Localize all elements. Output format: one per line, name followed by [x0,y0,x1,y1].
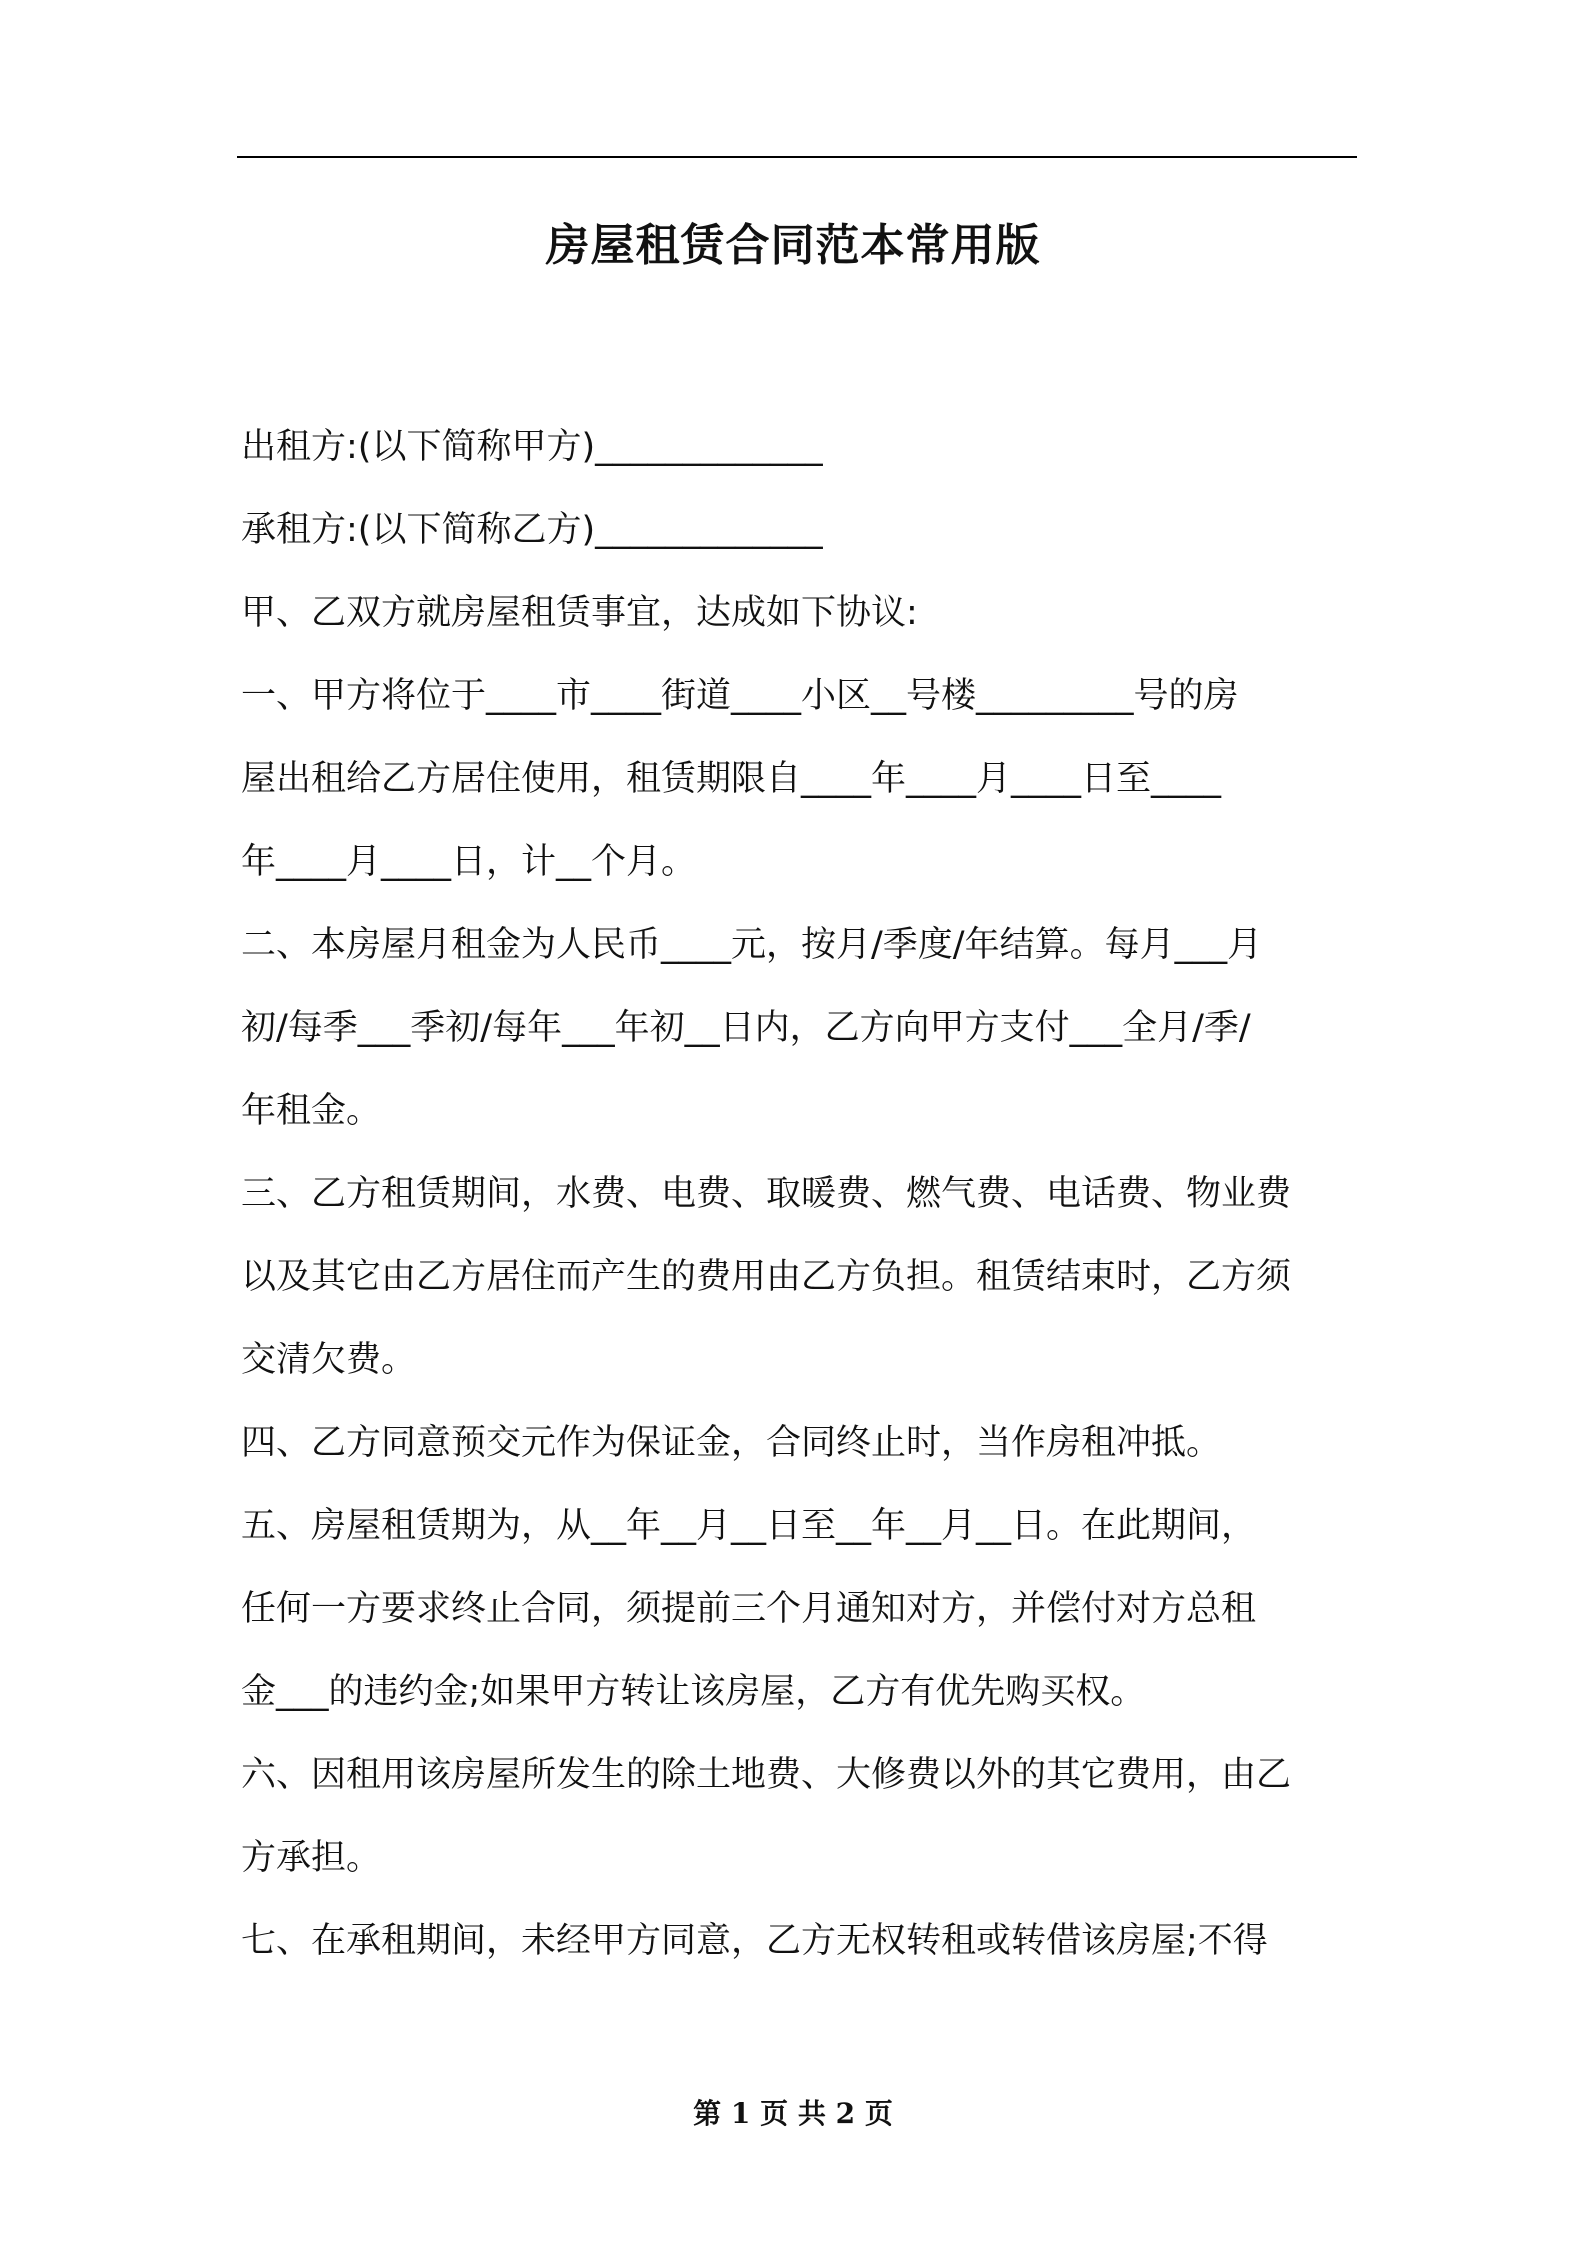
clause-2-line-1: 二、本房屋月租金为人民币____元，按月/季度/年结算。每月___月 [241,925,1263,965]
agreement-intro: 甲、乙双方就房屋租赁事宜，达成如下协议: [241,593,918,633]
clause-2-line-2: 初/每季___季初/每年___年初__日内，乙方向甲方支付___全月/季/ [241,1008,1251,1048]
clause-3-line-3: 交清欠费。 [241,1340,417,1380]
clause-1-line-1: 一、甲方将位于____市____街道____小区__号楼_________号的房 [241,676,1239,716]
clause-6-line-2: 方承担。 [241,1838,382,1878]
lessee-line: 承租方:(以下简称乙方)_____________ [241,510,823,550]
clause-3-line-2: 以及其它由乙方居住而产生的费用由乙方负担。租赁结束时，乙方须 [241,1257,1292,1297]
clause-7-line-1: 七、在承租期间，未经甲方同意，乙方无权转租或转借该房屋;不得 [241,1921,1268,1961]
clause-5-line-3: 金___的违约金;如果甲方转让该房屋，乙方有优先购买权。 [241,1672,1146,1712]
page-number-footer: 第 1 页 共 2 页 [693,2097,893,2130]
document-body [241,406,1357,1983]
clause-3-line-1: 三、乙方租赁期间，水费、电费、取暖费、燃气费、电话费、物业费 [241,1174,1292,1214]
clause-4-line-1: 四、乙方同意预交元作为保证金，合同终止时，当作房租冲抵。 [241,1423,1222,1463]
header-divider [237,156,1357,158]
clause-5-line-1: 五、房屋租赁期为，从__年__月__日至__年__月__日。在此期间， [241,1506,1257,1546]
clause-6-line-1: 六、因租用该房屋所发生的除土地费、大修费以外的其它费用，由乙 [241,1755,1292,1795]
clause-2-line-3: 年租金。 [241,1091,382,1131]
lessor-line: 出租方:(以下简称甲方)_____________ [241,427,823,467]
document-title: 房屋租赁合同范本常用版 [545,220,1041,271]
clause-5-line-2: 任何一方要求终止合同，须提前三个月通知对方，并偿付对方总租 [241,1589,1257,1629]
clause-1-line-2: 屋出租给乙方居住使用，租赁期限自____年____月____日至____ [241,759,1222,799]
clause-1-line-3: 年____月____日，计__个月。 [241,842,697,882]
